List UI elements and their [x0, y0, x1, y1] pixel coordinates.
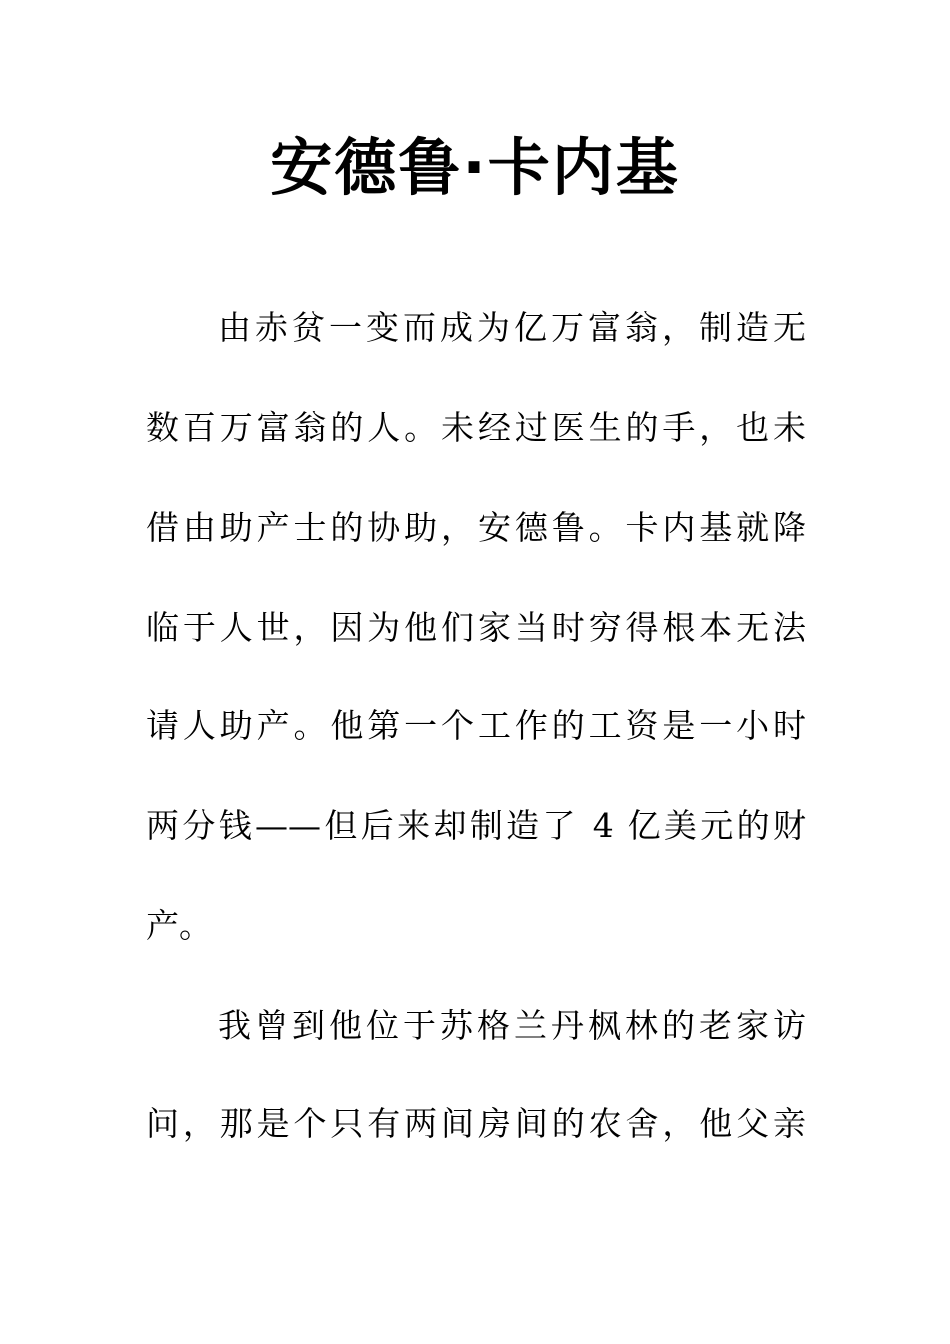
paragraph-line: 产。 — [146, 906, 212, 945]
paragraph-line: 问，那是个只有两间房间的农舍，他父亲 — [146, 1104, 806, 1143]
paragraph-line: 两分钱——但后来却制造了 4 亿美元的财 — [146, 806, 806, 845]
paragraph-line: 请人助产。他第一个工作的工资是一小时 — [146, 706, 806, 745]
paragraph-line: 我曾到他位于苏格兰丹枫林的老家访 — [218, 1006, 806, 1045]
paragraph-line: 临于人世，因为他们家当时穷得根本无法 — [146, 608, 806, 647]
paragraph-line: 由赤贫一变而成为亿万富翁，制造无 — [218, 308, 806, 347]
paragraph-line: 借由助产士的协助，安德鲁。卡内基就降 — [146, 508, 806, 547]
paragraph-line: 数百万富翁的人。未经过医生的手，也未 — [146, 408, 806, 447]
document-title: 安德鲁·卡内基 — [270, 131, 680, 204]
